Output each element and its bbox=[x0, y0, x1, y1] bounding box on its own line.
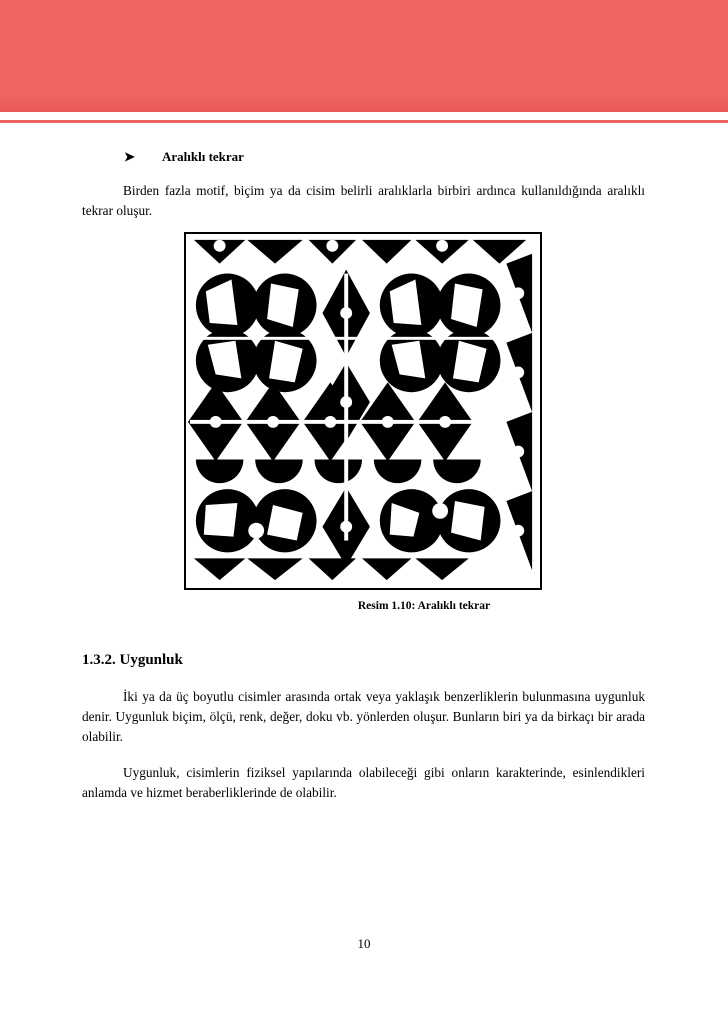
header-band bbox=[0, 0, 728, 112]
figure-caption: Resim 1.10: Aralıklı tekrar bbox=[357, 600, 491, 612]
paragraph-uygunluk-definition: İki ya da üç boyutlu cisimler arasında ortak veya yaklaşık benzerliklerin bulunmasına uygunluk denir. Uygunluk biçim, ölçü, renk, değer, doku vb. yönlerden oluşur. Bunların biri ya da birkaçı bir arada olabilir. bbox=[82, 689, 645, 744]
header-band-shade bbox=[0, 96, 728, 112]
header-rule bbox=[0, 120, 728, 123]
bullet-heading bbox=[124, 149, 244, 165]
paragraph-interval-repeat: Birden fazla motif, biçim ya da cisim belirli aralıklarla birbiri ardınca kullanıldığında aralıklı tekrar oluşur. bbox=[82, 183, 645, 218]
paragraph-uygunluk-character: Uygunluk, cisimlerin fiziksel yapılarında olabileceği gibi onların karakterinde, esinlendikleri anlamda ve hizmet beraberliklerinde de olabilir. bbox=[82, 765, 645, 800]
page-number: 10 bbox=[357, 936, 371, 951]
arrowhead-bullet-icon: ➤ bbox=[124, 149, 135, 164]
pattern-figure bbox=[184, 232, 542, 590]
bullet-heading-label: Aralıklı tekrar bbox=[162, 149, 244, 164]
section-title: 1.3.2. Uygunluk bbox=[82, 652, 183, 668]
pattern-figure-image bbox=[186, 234, 540, 588]
